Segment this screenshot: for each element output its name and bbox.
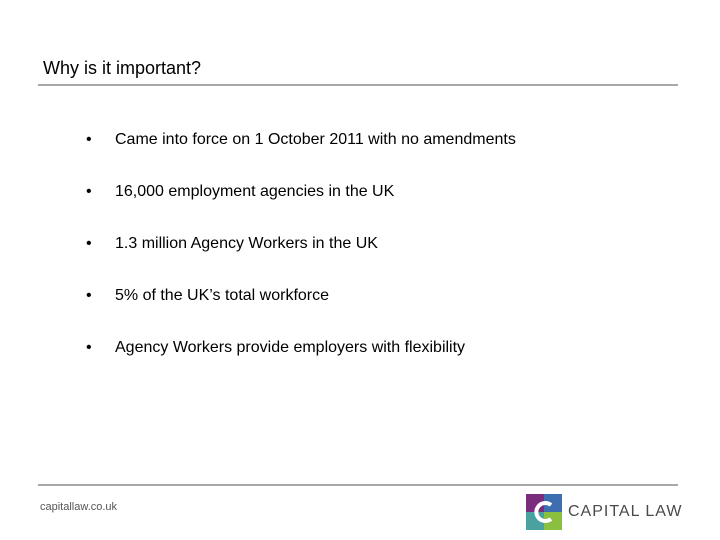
bullet-text: 1.3 million Agency Workers in the UK <box>115 235 378 252</box>
bullet-text: Came into force on 1 October 2011 with no amendments <box>115 131 516 148</box>
footer-divider <box>38 484 678 486</box>
capital-law-logo-icon <box>526 494 562 530</box>
footer-url[interactable]: capitallaw.co.uk <box>40 501 118 513</box>
bullet-marker: • <box>86 235 92 252</box>
logo-text: CAPITAL LAW <box>568 503 683 520</box>
list-item <box>86 284 686 336</box>
bullet-marker: • <box>86 287 92 304</box>
slide-title: Why is it important? <box>43 58 202 78</box>
list-item <box>86 128 686 180</box>
list-item <box>86 232 686 284</box>
bullet-marker: • <box>86 339 92 356</box>
bullet-marker: • <box>86 183 92 200</box>
bullet-text: 5% of the UK’s total workforce <box>115 287 330 304</box>
bullet-text: 16,000 employment agencies in the UK <box>115 183 395 200</box>
bullet-marker: • <box>86 131 92 148</box>
list-item <box>86 180 686 232</box>
bullet-text: Agency Workers provide employers with flexibility <box>115 339 466 356</box>
title-divider <box>38 84 678 86</box>
company-logo <box>526 494 682 530</box>
list-item <box>86 336 686 388</box>
bullet-list <box>86 128 686 388</box>
